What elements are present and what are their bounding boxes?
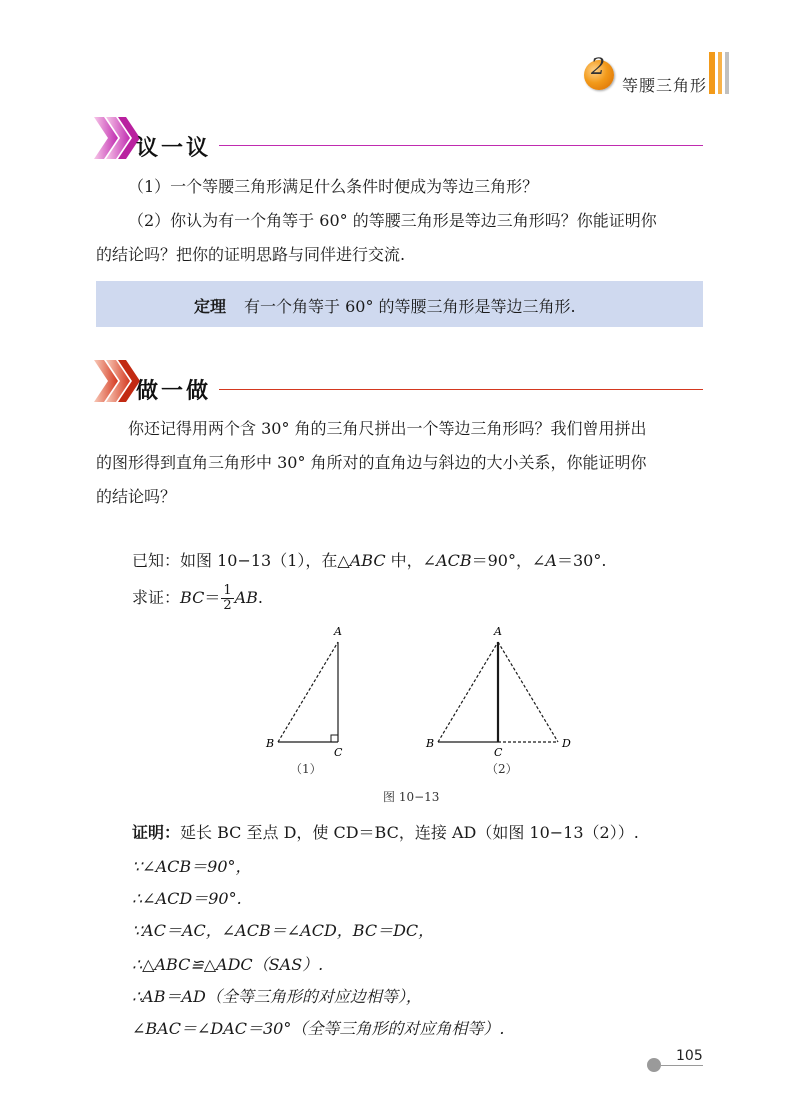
figure-1-label-b: B — [266, 737, 275, 750]
discuss-paragraph — [96, 170, 706, 272]
fraction-numerator: 1 — [223, 583, 232, 598]
proof-line-4: ∵AC＝AC，∠ACB＝∠ACD，BC＝DC， — [132, 921, 435, 940]
proof-text-1: 延长 BC 至点 D，使 CD＝BC，连接 AD（如图 10−13（2））. — [180, 823, 639, 842]
figure-caption: 图 10−13 — [383, 790, 440, 804]
figure-2-side-ab — [438, 642, 498, 742]
theorem-statement: 有一个角等于 60° 的等腰三角形是等边三角形. — [244, 297, 576, 316]
given-angle-acb: ACB — [436, 551, 472, 570]
chapter-title: 等腰三角形 — [622, 76, 708, 95]
proof-line-5: ∴△ABC≌△ADC（SAS）. — [132, 955, 324, 974]
proof-line-7: ∠BAC＝∠DAC＝30°（全等三角形的对应角相等）. — [132, 1019, 505, 1038]
section-title-discuss: 议一议 — [136, 136, 212, 161]
figure-1-right-angle — [331, 735, 338, 742]
proof-line-1 — [132, 820, 639, 843]
figure-1-label-c: C — [334, 746, 343, 758]
page-rule — [661, 1065, 703, 1066]
do-line-2: 的图形得到直角三角形中 30° 角所对的直角边与斜边的大小关系，你能证明你 — [96, 453, 647, 472]
proof-line-3: ∴∠ACD＝90°. — [132, 889, 242, 908]
given-eq1: ＝90°，∠ — [471, 551, 546, 570]
figure-2-label-c: C — [494, 746, 503, 758]
do-line-1: 你还记得用两个含 30° 角的三角尺拼出一个等边三角形吗？我们曾用拼出 — [128, 419, 647, 438]
edge-bar-orange — [709, 52, 715, 94]
page-number: 105 — [676, 1048, 703, 1064]
do-line-3: 的结论吗？ — [96, 487, 177, 506]
figure-1-caption: （1） — [290, 762, 322, 776]
section-rule-discuss — [219, 145, 703, 146]
figure-1-label-a: A — [334, 625, 342, 638]
proof-line-2: ∵∠ACB＝90°， — [132, 857, 252, 876]
fraction-half — [221, 584, 233, 613]
question-1: （1）一个等腰三角形满足什么条件时便成为等边三角形？ — [128, 177, 539, 196]
figure-1-side-ab — [278, 642, 338, 742]
edge-bar-orange-light — [718, 52, 722, 94]
proof-label: 证明： — [132, 823, 181, 842]
edge-bar-gray — [725, 52, 729, 94]
prove-bc: BC — [180, 588, 205, 607]
theorem — [194, 294, 576, 317]
section-rule-do — [219, 389, 703, 390]
given-angle-a: A — [545, 551, 557, 570]
figure-2-label-b: B — [426, 737, 435, 750]
given-line — [132, 548, 606, 571]
given-triangle: ABC — [349, 551, 386, 570]
figure-2-caption: （2） — [486, 762, 518, 776]
given-eq2: ＝30°. — [556, 551, 607, 570]
figure-2 — [422, 622, 582, 758]
prove-prefix: 求证： — [132, 588, 181, 607]
prove-end: . — [257, 588, 264, 607]
prove-eq: ＝ — [204, 588, 221, 607]
prove-ab: AB — [234, 588, 258, 607]
given-mid: 中，∠ — [385, 551, 437, 570]
prove-line — [132, 584, 263, 613]
theorem-label: 定理 — [194, 297, 227, 316]
given-prefix: 已知：如图 10−13（1），在△ — [132, 551, 350, 570]
section-chevron-icon — [92, 115, 142, 161]
section-chevron-icon — [92, 358, 142, 404]
figure-1 — [262, 622, 362, 758]
fraction-denominator: 2 — [223, 598, 232, 613]
question-2-line-2: 的结论吗？把你的证明思路与同伴进行交流. — [96, 245, 406, 264]
chapter-number: 2 — [591, 55, 605, 80]
figure-2-side-ad — [498, 642, 558, 742]
do-paragraph — [96, 412, 706, 514]
question-2-line-1: （2）你认为有一个角等于 60° 的等腰三角形是等边三角形吗？你能证明你 — [128, 211, 657, 230]
proof-line-6: ∴AB＝AD（全等三角形的对应边相等）， — [132, 987, 422, 1006]
figure-2-label-a: A — [494, 625, 502, 638]
figure-2-label-d: D — [562, 737, 571, 750]
page-dot — [647, 1058, 661, 1072]
section-title-do: 做一做 — [136, 379, 212, 404]
